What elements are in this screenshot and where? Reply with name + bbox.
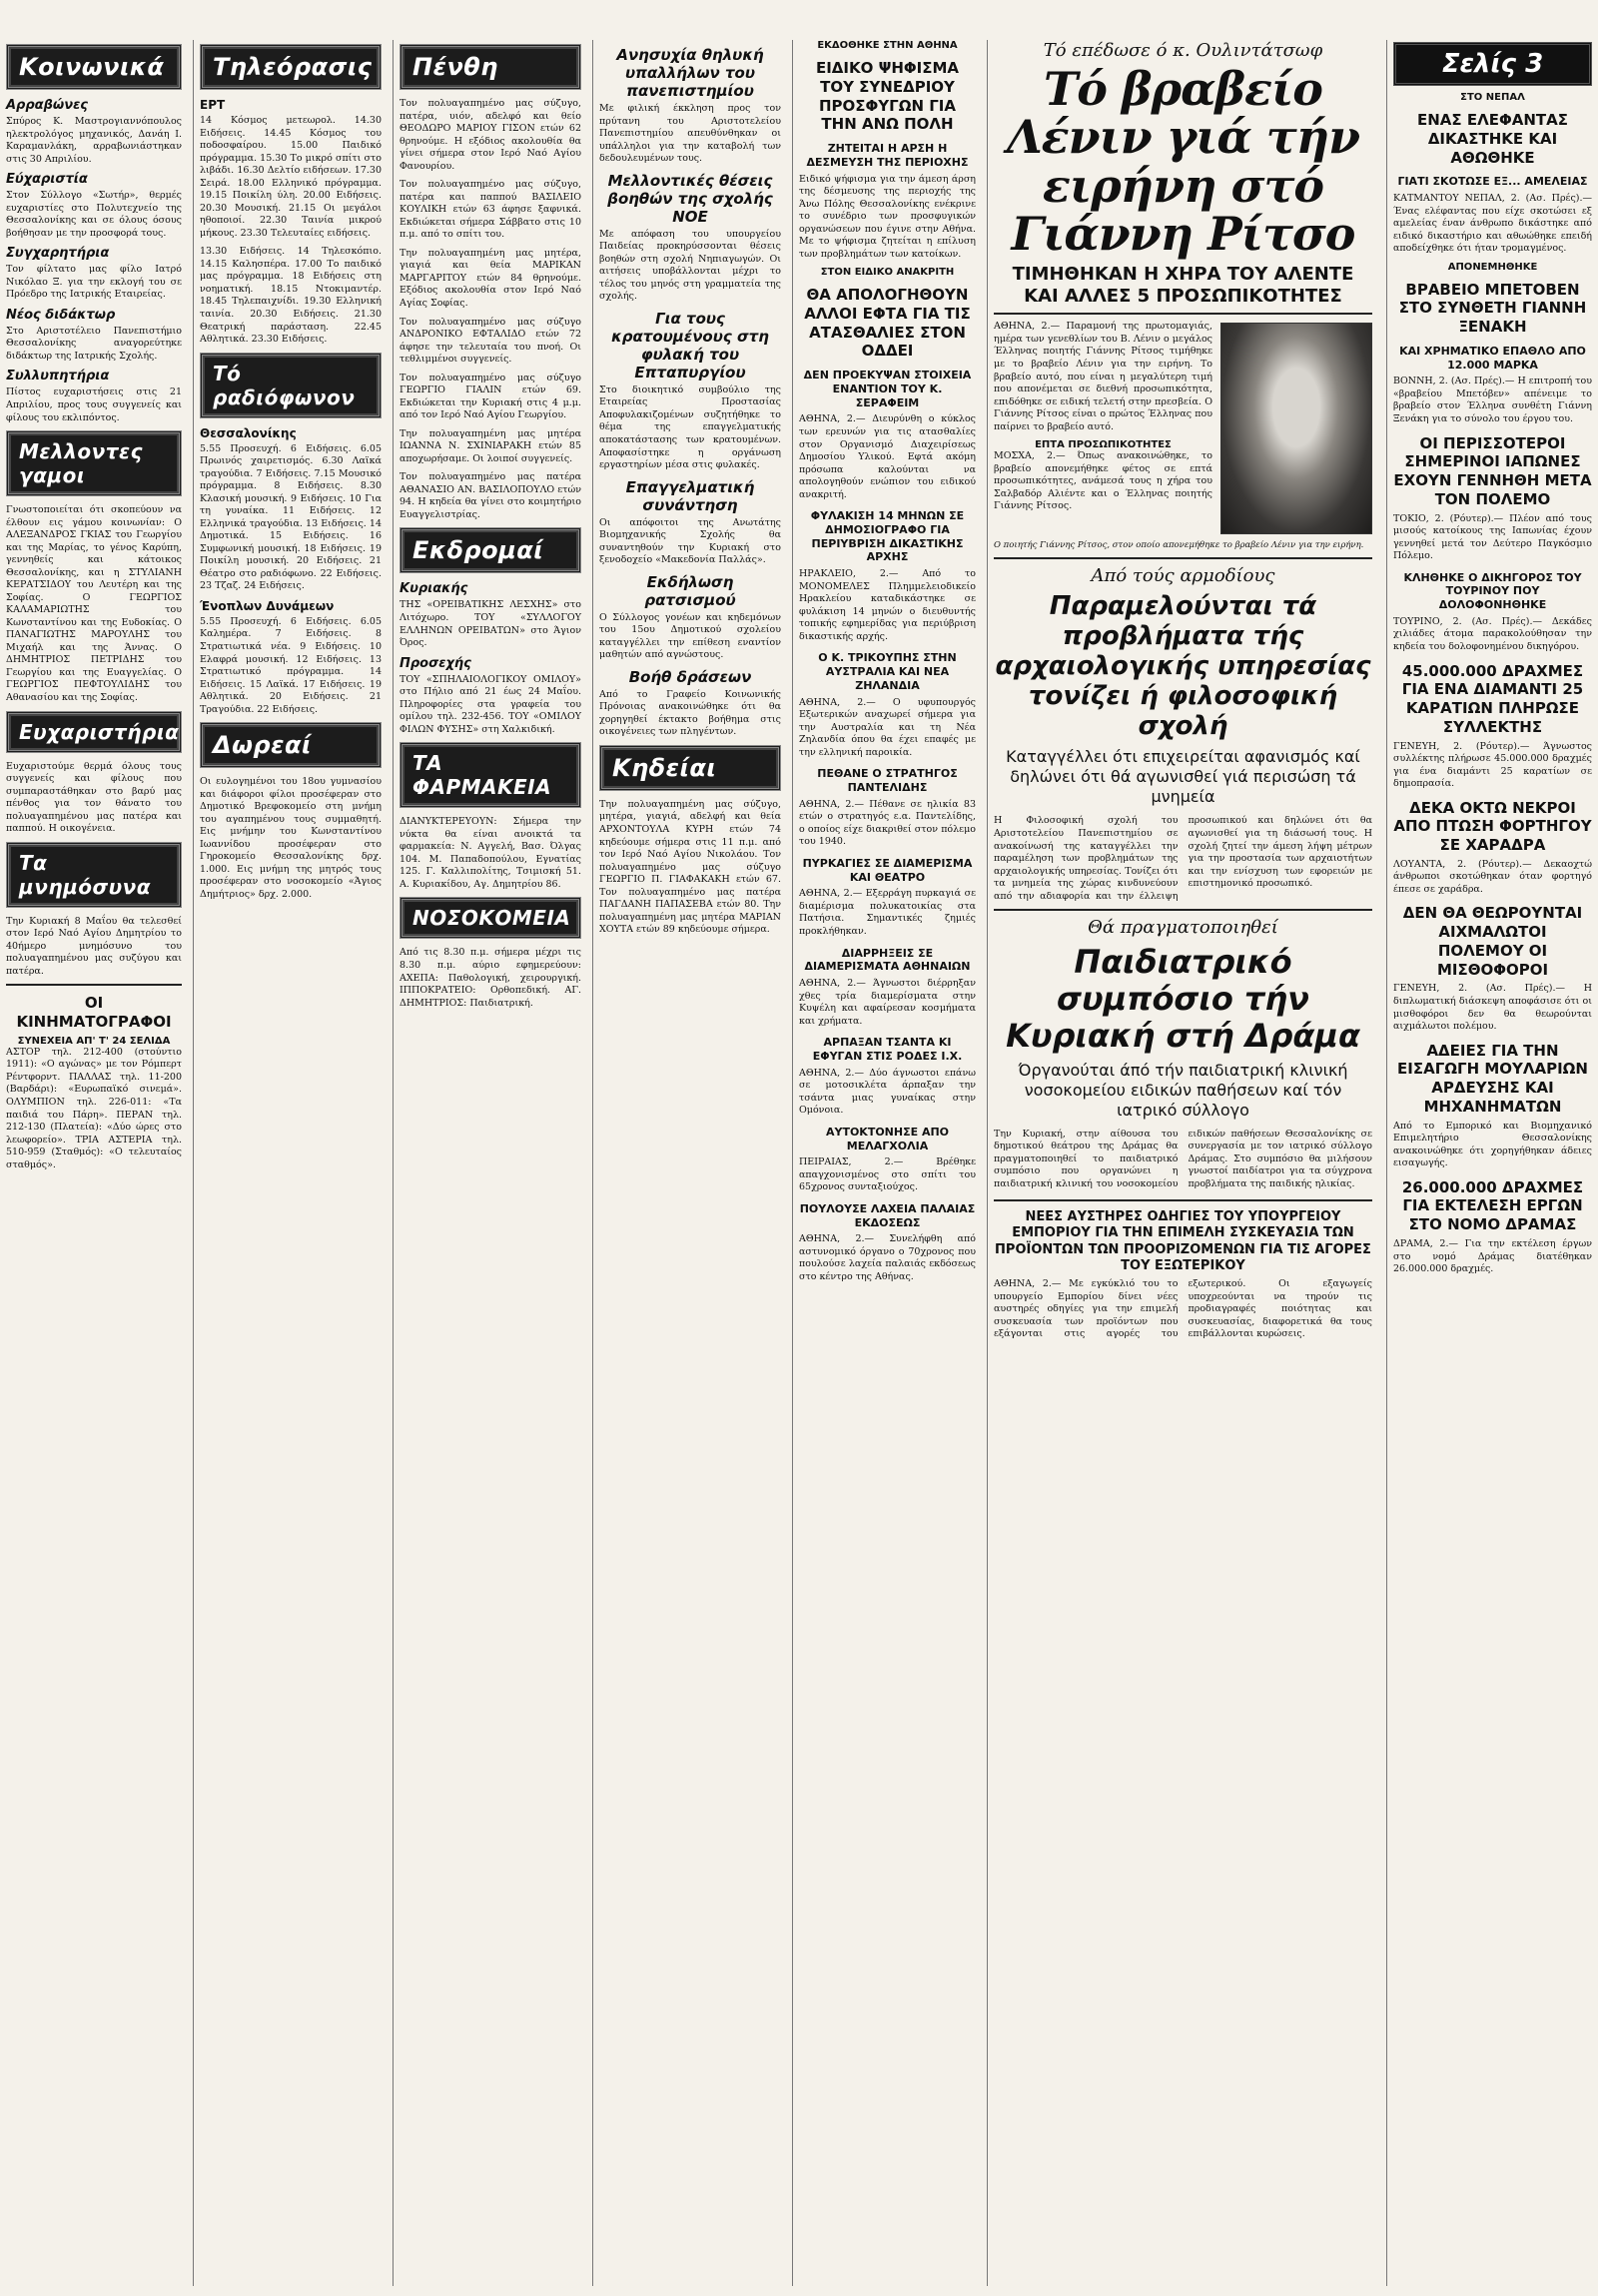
social-subhead: Συλλυπητήρια — [6, 369, 110, 384]
obituary: Τον πολυαγαπημένο μας πατέρα ΑΘΑΝΑΣΙΟ ΑΝ. ΒΑΣΙΛΟΠΟΥΛΟ ετών 94. Η κηδεία θα γίνει στο κοιμητήριο Ευαγγελιστρίας. — [400, 471, 581, 520]
divider — [994, 557, 1372, 559]
section-banner-tv: Τηλεόρασις — [200, 44, 382, 90]
donations-text: Οι ευλογημένοι του 18ου γυμνασίου και διάφοροι φίλοι προσέφεραν στο Δημοτικό Βρεφοκομείο στη μνήμη του αγαπημένου τους συμμαθητή. Εις μνήμην του Κωνσταντίνου Ιωαννίδου προσέφεραν στο Γηροκομείο Θεσσαλονίκης δρχ. 1.000. Εις μνήμη της μητρός τους προσέφεραν στο νοσοκομείο «Άγιος Δημήτριος» δρχ. 2.000. — [200, 776, 382, 900]
excursions-text: ΤΗΣ «ΟΡΕΙΒΑΤΙΚΗΣ ΛΕΣΧΗΣ» στο Λιτόχωρο. ΤΟΥ «ΣΥΛΛΟΓΟΥ ΕΛΛΗΝΩΝ ΟΡΕΙΒΑΤΩΝ» στο Άγιον Όρος. — [400, 599, 581, 649]
article-heading: ΠΕΘΑΝΕ Ο ΣΤΡΑΤΗΓΟΣ ΠΑΝΤΕΛΙΔΗΣ — [817, 767, 958, 795]
tv-channel-title: ΕΡΤ — [200, 98, 226, 112]
article-text: ΓΕΝΕΥΗ, 2. (Ρόυτερ).— Άγνωστος συλλέκτης πλήρωσε 45.000.000 δραχμές για ένα διαμάντι 25 καρατίων σε δημοπρασία. — [1393, 740, 1592, 790]
story-overline: Από τούς αρμοδίους — [1091, 565, 1275, 586]
obituary: Τον πολυαγαπημένο μας σύζυγο, πατέρα, υιόν, αδελφό και θείο ΘΕΟΔΩΡΟ ΜΑΡΙΟΥ ΓΙΣΟΝ ετών 62 θρηνούμε. Η εξόδιος ακολουθία θα γίνει σήμερα στον Ιερό Ναό Αγίου Φανουρίου. — [400, 98, 581, 172]
obituary: Την πολυαγαπημένη μας μητέρα, γιαγιά και θεία ΜΑΡΙΚΑΝ ΜΑΡΓΑΡΙΤΟΥ ετών 84 θρηνούμε. Εξόδιος ακολουθία στον Ιερό Ναό Αγίας Σοφίας. — [400, 247, 581, 309]
lead-text: ΜΟΣΧΑ, 2.— Όπως ανακοινώθηκε, το βραβείο απονεμήθηκε φέτος σε επτά προσωπικότητες, ανάμεσά τους η χήρα του Σαλβαδόρ Αλιέντε και ο Έλληνας ποιητής Γιάννης Ρίτσος. — [994, 450, 1212, 512]
article-text: ΔΡΑΜΑ, 2.— Για την εκτέλεση έργων στο νομό Δράμας διατέθηκαν 26.000.000 δραχμές. — [1393, 1237, 1592, 1275]
article-text: ΚΑΤΜΑΝΤΟΥ ΝΕΠΑΛ, 2. (Ασ. Πρές).— Ένας ελέφαντας που είχε σκοτώσει εξ αμελείας έναν άνθρωπο δικάστηκε από ειδικό δικαστήριο και αθωώθηκε επειδή αποδείχθηκε ότι ήταν τρομαγμένος. — [1393, 193, 1592, 255]
radio-schedule: 5.55 Προσευχή. 6 Ειδήσεις. 6.05 Καλημέρα. 7 Ειδήσεις. 8 Στρατιωτικά νέα. 9 Ειδήσεις. 10 Ελαφρά μουσική. 12 Ειδήσεις. 13 Στρατιωτικό πρόγραμμα. 14 Ειδήσεις. 15 Λαϊκά. 17 Ειδήσεις. 19 Αθλητικά. 20 Ειδήσεις. 21 Τραγούδια. 22 Ειδήσεις. — [200, 615, 382, 715]
obituary: Την πολυαγαπημένη μας μητέρα ΙΩΑΝΝΑ Ν. ΣΧΙΝΙΑΡΑΚΗ ετών 85 αποχωρήσαμε. Οι λοιποί συγγενείς. — [400, 427, 581, 464]
social-text: Πίστος ευχαριστήσεις στις 21 Απριλίου, προς τους συγγενείς και φίλους του εκλιπόντος. — [6, 386, 182, 423]
article-text: ΑΘΗΝΑ, 2.— Διευρύνθη ο κύκλος των ερευνών για τις ατασθαλίες στον Οργανισμό Διαχειρίσεως Δημοσίου Υλικού. Εφτά ακόμη πρόσωπα καλούνται να απολογηθούν ενώπιον του ειδικού ανακριτή. — [799, 413, 976, 500]
ritsos-portrait-photo — [1220, 323, 1372, 534]
social-item — [6, 308, 182, 364]
social-text: Σπύρος Κ. Μαστρογιαννόπουλος ηλεκτρολόγος μηχανικός, Δανάη Ι. Καραμανλάκη, αρραβωνιάστηκαν στις 30 Απριλίου. — [6, 116, 182, 165]
story-body — [994, 1129, 1372, 1194]
article-kicker: ΣΤΟΝ ΕΙΔΙΚΟ ΑΝΑΚΡΙΤΗ — [820, 267, 955, 279]
article-heading: Επαγγελματική συνάντηση — [625, 477, 755, 514]
story-subheadline: Καταγγέλλει ότι επιχειρείται αφανισμός καί δηλώνει ότι θά αγωνισθεί γιά περισώση τά μνημεία — [1006, 747, 1360, 807]
article-subheading: ΚΑΙ ΧΡΗΜΑΤΙΚΟ ΕΠΑΘΛΟ ΑΠΟ 12.000 ΜΑΡΚΑ — [1399, 344, 1586, 372]
article-text: Ο Σύλλογος γονέων και κηδεμόνων του 15ου Δημοτικού σχολείου καταγγέλλει την επίθεση εναντίον μαθητών από αγνώστους. — [599, 611, 781, 661]
page-number-logo: Σελίς 3 — [1393, 42, 1592, 86]
tv-schedule-yened: 13.30 Ειδήσεις. 14 Τηλεσκόπιο. 14.15 Καλησπέρα. 17.00 Το παιδικό μας πρόγραμμα. 18 Ειδήσεις στη νοηματική. 18.15 Ντοκιμαντέρ. 18.45 Τηλεπαιχνίδι. 19.30 Ελληνική ταινία. 20.30 Ειδήσεις. 21.30 Θεατρική παράσταση. 22.45 Αθλητικά. 23.30 Ειδήσεις. — [200, 246, 382, 346]
article-text: ΑΘΗΝΑ, 2.— Άγνωστοι διέρρηξαν χθες τρία διαμερίσματα στην Κυψέλη και αφαίρεσαν κοσμήματα και χρήματα. — [799, 978, 976, 1027]
article-heading: 45.000.000 ΔΡΑΧΜΕΣ ΓΙΑ ΕΝΑ ΔΙΑΜΑΝΤΙ 25 ΚΑΡΑΤΙΩΝ ΠΛΗΡΩΣΕ ΣΥΛΛΕΚΤΗΣ — [1401, 661, 1584, 736]
pharmacies-text: ΔΙΑΝΥΚΤΕΡΕΥΟΥΝ: Σήμερα την νύκτα θα είναι ανοικτά τα φαρμακεία: Ν. Αγγελή, Βασ. Όλγας 104. Μ. Παπαδοπούλου, Εγνατίας 125. Γ. Καλλιπολίτης, Τσιμισκή 51. Α. Κυριακίδου, Αγ. Δημητρίου 86. — [400, 816, 581, 890]
radio-station-title: Θεσσαλονίκης — [200, 425, 297, 440]
article-text: ΒΟΝΝΗ, 2. (Ασ. Πρές).— Η επιτροπή του «βραβείου Μπετόβεν» απένειμε το βραβείο στον Έλληνα συνθέτη Γιάννη Ξενάκη για το σύνολο του έργου του. — [1393, 376, 1592, 424]
column-social — [0, 40, 188, 2286]
social-subhead: Συγχαρητήρια — [6, 246, 110, 262]
section-banner-mourning: Πένθη — [400, 44, 581, 90]
radio-schedule: 5.55 Προσευχή. 6 Ειδήσεις. 6.05 Πρωινός χαιρετισμός. 6.30 Λαϊκά τραγούδια. 7 Ειδήσεις. 7.15 Μουσικό πρόγραμμα. 8 Ειδήσεις. 8.30 Κλασική μουσική. 9 Ειδήσεις. 10 Για τη γυναίκα. 11 Ειδήσεις. 12 Ελληνικά τραγούδια. 13 Ειδήσεις. 14 Δημοτικά. 15 Ειδήσεις. 16 Συμφωνική μουσική. 18 Ειδήσεις. 19 Ποικίλη μουσική. 20 Ειδήσεις. 21 Θέατρο στο ραδιόφωνο. 22 Ειδήσεις. 23 Τζαζ. 24 Ειδήσεις. — [200, 442, 382, 592]
social-text: Στον Σύλλογο «Σωτήρ», θερμές ευχαριστίες στο Πολυτεχνείο της Θεσσαλονίκης και σε όλους όσους βοήθησαν με την προσφορά τους. — [6, 190, 182, 239]
divider — [994, 909, 1372, 911]
article-text: ΤΟΥΡΙΝΟ, 2. (Ασ. Πρές).— Δεκάδες χιλιάδες άτομα παρακολούθησαν την κηδεία του δολοφονημένου δικηγόρου. — [1393, 615, 1592, 652]
social-text: Στο Αριστοτέλειο Πανεπιστήμιο Θεσσαλονίκης αναγορεύτηκε διδάκτωρ της Ιατρικής Σχολής. — [6, 325, 182, 362]
article-subheading: ΓΙΑΤΙ ΣΚΟΤΩΣΕ ΕΞ... ΑΜΕΛΕΙΑΣ — [1397, 175, 1588, 189]
tv-schedule-ert: 14 Κόσμος μετεωρολ. 14.30 Ειδήσεις. 14.45 Κόσμος του ποδοσφαίρου. 15.00 Παιδικό πρόγραμμα. 15.30 Το μικρό σπίτι στο λιβάδι. 16.30 Δελτίο ειδήσεων. 17.30 Σειρά. 18.00 Ελληνικό πρόγραμμα. 19.15 Ποικίλη ύλη. 20.00 Ειδήσεις. 20.30 Μουσική. 21.15 Οι μεγάλοι ηθοποιοί. 22.30 Ταινία μικρού μήκους. 23.30 Τελευταίες ειδήσεις. — [200, 115, 382, 239]
divider — [6, 984, 182, 986]
section-banner-radio: Τό ραδιόφωνον — [200, 353, 382, 418]
story-text: ΑΘΗΝΑ, 2.— Με εγκύκλιό του το υπουργείο Εμπορίου δίνει νέες αυστηρές οδηγίες για την επιμελή συσκευασία των προϊόντων που εξάγονται στις αγορές του εξωτερικού. Οι εξαγωγείς υποχρεούνται να τηρούν τις προδιαγραφές ποιότητας και συσκευασίας, διαφορετικά θα τους επιβάλλονται κυρώσεις. — [994, 1278, 1372, 1340]
article-heading: Ανησυχία θηλυκή υπαλλήλων του πανεπιστημίου — [616, 46, 764, 100]
funerals-text: Την πολυαγαπημένη μας σύζυγο, μητέρα, γιαγιά, αδελφή και θεία ΑΡΧΟΝΤΟΥΛΑ ΚΥΡΗ ετών 74 κηδεύουμε σήμερα στις 11 π.μ. από τον Ιερό Ναό Αγίου Νικολάου. Τον πολυαγαπημένο μας σύζυγο ΓΕΩΡΓΙΟ Π. ΓΙΑΦΑΚΑΚΗ ετών 67. Τον πολυαγαπημένο μας πατέρα ΠΑΓΔΑΝΗ ΠΑΠΑΣΕΒΑ ετών 80. Την πολυαγαπημένη μας μητέρα ΜΑΡΙΑΝ ΧΟΥΤΑ ετών 89 κηδεύουμε σήμερα. — [599, 798, 781, 936]
article-heading: ΦΥΛΑΚΙΣΗ 14 ΜΗΝΩΝ ΣΕ ΔΗΜΟΣΙΟΓΡΑΦΟ ΓΙΑ ΠΕΡΙΥΒΡΙΣΗ ΔΙΚΑΣΤΙΚΗΣ ΑΡΧΗΣ — [810, 509, 965, 564]
photo-caption: Ο ποιητής Γιάννης Ρίτσος, στον οποίο απονεμήθηκε το βραβείο Λένιν για την ειρήνη. — [994, 540, 1364, 551]
article-heading: 26.000.000 ΔΡΑΧΜΕΣ ΓΙΑ ΕΚΤΕΛΕΣΗ ΕΡΓΩΝ ΣΤΟ ΝΟΜΟ ΔΡΑΜΑΣ — [1401, 1177, 1584, 1234]
social-item — [6, 172, 182, 240]
social-subhead: Εύχαριστία — [6, 172, 88, 188]
section-banner-excursions: Εκδρομαί — [400, 527, 581, 573]
obituary: Τον πολυαγαπημένο μας σύζυγο, πατέρα και παππού ΒΑΣΙΛΕΙΟ ΚΟΥΛΙΚΗ ετών 63 άφησε ξαφνικά. Εκδιώκεται σήμερα Σάββατο στις 10 π.μ. από το σπίτι του. — [400, 179, 581, 241]
article-heading: ΕΙΔΙΚΟ ΨΗΦΙΣΜΑ ΤΟΥ ΣΥΝΕΔΡΙΟΥ ΠΡΟΣΦΥΓΩΝ ΓΙΑ ΤΗΝ ΑΝΩ ΠΟΛΗ — [815, 59, 960, 134]
article-heading: ΑΡΠΑΞΑΝ ΤΣΑΝΤΑ ΚΙ ΕΦΥΓΑΝ ΣΤΙΣ ΡΟΔΕΣ Ι.Χ. — [812, 1036, 963, 1063]
article-text: ΑΘΗΝΑ, 2.— Συνελήφθη από αστυνομικό όργανο ο 70χρονος που πουλούσε λαχεία παλαιάς εκδόσεως στο κέντρο της Αθήνας. — [799, 1233, 976, 1282]
article-text: ΗΡΑΚΛΕΙΟ, 2.— Από το ΜΟΝΟΜΕΛΕΣ Πλημμελειοδικείο Ηρακλείου καταδικάστηκε σε φυλάκιση 14 μηνών ο διευθυντής τοπικής εφημερίδας για περιύβριση δικαστικής αρχής. — [799, 568, 976, 642]
article-text: ΑΘΗΝΑ, 2.— Δύο άγνωστοι επάνω σε μοτοσικλέτα άρπαξαν την τσάντα μιας γυναίκας στην Ομόνοια. — [799, 1067, 976, 1117]
article-kicker: ΣΤΟ ΝΕΠΑΛ — [1460, 92, 1525, 103]
article-text: ΑΘΗΝΑ, 2.— Εξερράγη πυρκαγιά σε διαμέρισμα πολυκατοικίας στα Πατήσια. Σημαντικές ζημιές προκλήθηκαν. — [799, 888, 976, 937]
story-headline: Παραμελούνται τά προβλήματα τής αρχαιολογικής υπηρεσίας τονίζει ή φιλοσοφική σχολή — [995, 591, 1371, 741]
thanks-text: Ευχαριστούμε θερμά όλους τους συγγενείς και φίλους που συμπαραστάθηκαν στο βαρύ μας πένθος για τον θάνατο του πολυαγαπημένου μας πατέρα και παππού. Η οικογένεια. — [6, 760, 182, 835]
social-subhead: Νέος διδάκτωρ — [6, 307, 116, 323]
section-banner-memorials: Τα μνημόσυνα — [6, 842, 182, 908]
column-world-briefs — [1386, 40, 1598, 2286]
article-heading: ΑΥΤΟΚΤΟΝΗΣΕ ΑΠΟ ΜΕΛΑΓΧΟΛΙΑ — [825, 1125, 950, 1152]
article-heading: ΠΟΥΛΟΥΣΕ ΛΑΧΕΙΑ ΠΑΛΑΙΑΣ ΕΚΔΟΣΕΩΣ — [799, 1201, 976, 1229]
lead-overline: Τό επέδωσε ό κ. Ουλιντάτσωφ — [1043, 40, 1323, 61]
story-headline: Παιδιατρικό συμπόσιο τήν Κυριακή στή Δράμα — [1006, 943, 1360, 1055]
obituary: Τον πολυαγαπημένο μας σύζυγο ΑΝΔΡΟΝΙΚΟ ΕΦΤΑΛΙΔΟ ετών 72 άφησε την τελευταία του πνοή. Οι τεθλιμμένοι συγγενείς. — [400, 316, 581, 366]
article-heading: Ο Κ. ΤΡΙΚΟΥΠΗΣ ΣΤΗΝ ΑΥΣΤΡΑΛΙΑ ΚΑΙ ΝΕΑ ΖΗΛΑΝΔΙΑ — [818, 651, 957, 692]
section-banner-thanks: Ευχαριστήρια — [6, 711, 182, 753]
social-text: Τον φίλτατο μας φίλο Ιατρό Νικόλαο Ξ. για την εκλογή του σε Πρόεδρο της Ιατρικής Εταιρείας. — [6, 264, 182, 301]
divider — [994, 313, 1372, 315]
section-banner-donations: Δωρεαί — [200, 722, 382, 768]
lead-text: ΑΘΗΝΑ, 2.— Παραμονή της πρωτομαγιάς, ημέρα των γενεθλίων του Β. Λένιν ο μεγάλος Έλληνας ποιητής Γιάννης Ρίτσος τιμήθηκε με το βραβείο Λένιν για την ειρήνη. Το βραβείο αυτό, που είναι η μεγαλύτερη τιμή που απονέμεται σε διεθνή προσωπικότητα, επιδόθηκε σε ειδική τελετή στην πρεσβεία. Ο Γιάννης Ρίτσος είναι ο πρώτος Έλληνας που παίρνει το βραβείο αυτό. — [994, 321, 1212, 432]
column-main-stories — [987, 40, 1378, 2286]
article-heading: ΘΑ ΑΠΟΛΟΓΗΘΟΥΝ ΑΛΛΟΙ ΕΦΤΑ ΓΙΑ ΤΙΣ ΑΤΑΣΘΑΛΙΕΣ ΣΤΟΝ ΟΔΔΕΙ — [804, 286, 971, 361]
article-text: ΤΟΚΙΟ, 2. (Ρόυτερ).— Πλέον από τους μισούς κατοίκους της Ιαπωνίας έχουν γεννηθεί μετά τον Δεύτερο Παγκόσμιο Πόλεμο. — [1393, 512, 1592, 562]
section-banner-funerals: Κηδείαι — [599, 745, 781, 791]
column-briefs — [792, 40, 982, 2286]
article-kicker: ΕΠΤΑ ΠΡΟΣΩΠΙΚΟΤΗΤΕΣ — [1035, 439, 1172, 451]
article-kicker: ΕΚΔΟΘΗΚΕ ΣΤΗΝ ΑΘΗΝΑ — [817, 40, 958, 51]
story-headline: ΝΕΕΣ ΑΥΣΤΗΡΕΣ ΟΔΗΓΙΕΣ ΤΟΥ ΥΠΟΥΡΓΕΙΟΥ ΕΜΠΟΡΙΟΥ ΓΙΑ ΤΗΝ ΕΠΙΜΕΛΗ ΣΥΣΚΕΥΑΣΙΑ ΤΩΝ ΠΡΟΪΟΝΤΩΝ ΤΩΝ ΠΡΟΟΡΙΖΟΜΕΝΩΝ ΓΙΑ ΤΙΣ ΑΓΟΡΕΣ ΤΟΥ ΕΞΩΤΕΡΙΚΟΥ — [995, 1209, 1371, 1273]
article-heading: ΕΝΑΣ ΕΛΕΦΑΝΤΑΣ ΔΙΚΑΣΤΗΚΕ ΚΑΙ ΑΘΩΘΗΚΕ — [1417, 111, 1568, 167]
article-text: ΑΘΗΝΑ, 2.— Πέθανε σε ηλικία 83 ετών ο στρατηγός ε.α. Παντελίδης, ο οποίος είχε διακριθεί στον πόλεμο του 1940. — [799, 798, 976, 848]
excursions-text: ΤΟΥ «ΣΠΗΛΑΙΟΛΟΓΙΚΟΥ ΟΜΙΛΟΥ» στο Πήλιο από 21 έως 24 Μαΐου. Πληροφορίες στα γραφεία του ομίλου τηλ. 232-456. ΤΟΥ «ΟΜΙΛΟΥ ΦΙΛΩΝ ΦΥΣΗΣ» στη Χαλκιδική. — [400, 673, 581, 735]
section-banner-weddings: Μελλοντες γαμοι — [6, 430, 182, 496]
article-heading: ΟΙ ΠΕΡΙΣΣΟΤΕΡΟΙ ΣΗΜΕΡΙΝΟΙ ΙΑΠΩΝΕΣ ΕΧΟΥΝ ΓΕΝΝΗΘΗ ΜΕΤΑ ΤΟΝ ΠΟΛΕΜΟ — [1393, 433, 1592, 508]
article-text: Από το Εμπορικό και Βιομηχανικό Επιμελητήριο Θεσσαλονίκης ανακοινώθηκε ότι χορηγήθηκαν άδειες εισαγωγής. — [1393, 1120, 1592, 1169]
story-text: Την Κυριακή, στην αίθουσα του δημοτικού θεάτρου της Δράμας θα πραγματοποιηθεί το παιδιατρικό συμπόσιο που οργανώνει η παιδιατρική κλινική του νοσοκομείου ειδικών παθήσεων Θεσσαλονίκης σε συνεργασία με τον ιατρικό σύλλογο Δράμας. Στο συμπόσιο θα μιλήσουν γνωστοί παιδίατροι για τα σύγχρονα προβλήματα της παιδικής ηλικίας. — [994, 1128, 1372, 1189]
article-subheading: ΖΗΤΕΙΤΑΙ Η ΑΡΣΗ Η ΔΕΣΜΕΥΣΗ ΤΗΣ ΠΕΡΙΟΧΗΣ — [806, 142, 969, 169]
article-text: Από το Γραφείο Κοινωνικής Πρόνοιας ανακοινώθηκε ότι θα χορηγηθεί έκτακτο βοήθημα στις οικογένειες των πληγέντων. — [599, 688, 781, 738]
article-heading: Μελλοντικές θέσεις βοηθών της σχολής ΝΟΕ — [607, 171, 773, 226]
article-heading: ΔΙΑΡΡΗΞΕΙΣ ΣΕ ΔΙΑΜΕΡΙΣΜΑΤΑ ΑΘΗΝΑΙΩΝ — [804, 946, 971, 974]
story-body — [994, 815, 1372, 903]
article-heading: ΚΛΗΘΗΚΕ Ο ΔΙΚΗΓΟΡΟΣ ΤΟΥ ΤΟΥΡΙΝΟΥ ΠΟΥ ΔΟΛΟΦΟΝΗΘΗΚΕ — [1403, 570, 1582, 612]
social-subhead: Αρραβώνες — [6, 98, 89, 113]
article-text: Με φιλική έκκληση προς τον πρύτανη του Αριστοτελείου Πανεπιστημίου απευθύνθηκαν οι υπάλληλοι για την καταβολή των δεδουλευμένων τους. — [599, 103, 781, 165]
article-text: Με απόφαση του υπουργείου Παιδείας προκηρύσσονται θέσεις βοηθών στη σχολή Νηπιαγωγών. Οι αιτήσεις υποβάλλονται μέχρι το τέλος του μηνός στη γραμματεία της σχολής. — [599, 228, 781, 303]
obituary: Τον πολυαγαπημένο μας σύζυγο ΓΕΩΡΓΙΟ ΓΙΑΛΙΝ ετών 69. Εκδιώκεται την Κυριακή στις 4 μ.μ. από τον Ιερό Ναό Αγίου Γεωργίου. — [400, 372, 581, 421]
article-subheading: ΔΕΝ ΠΡΟΕΚΥΨΑΝ ΣΤΟΙΧΕΙΑ ΕΝΑΝΤΙΟΝ ΤΟΥ Κ. ΣΕΡΑΦΕΙΜ — [803, 369, 972, 409]
weddings-text: Γνωστοποιείται ότι σκοπεύουν να έλθουν εις γάμου κοινωνίαν: Ο ΑΛΕΞΑΝΔΡΟΣ ΓΚΙΑΣ του Γεωργίου και της Μαρίας, το γένος Καρύπη, γεννηθείς και κάτοικος Θεσσαλονίκης, και η ΣΤΥΛΙΑΝΗ ΚΕΡΑΤΣΙΔΟΥ του Λευτέρη και της Σοφίας. Ο ΓΕΩΡΓΙΟΣ ΚΑΛΑΜΑΡΙΩΤΗΣ του Κωνσταντίνου και της Ευδοκίας. Ο ΠΑΝΑΓΙΩΤΗΣ ΜΑΡΟΥΛΗΣ του Μιχαήλ και της Άννας. Ο ΔΗΜΗΤΡΙΟΣ ΠΕΤΡΙΔΗΣ του Γεωργίου και της Ευαγγελίας. Ο ΓΕΩΡΓΙΟΣ ΠΕΦΤΟΥΛΙΔΗΣ του Αθανασίου και της Σοφίας. — [6, 504, 182, 703]
article-heading: Εκδήλωση ρατσισμού — [644, 572, 736, 609]
lead-headline: Τό βραβείο Λένιν γιά τήν ειρήνη στό Γιάννη Ρίτσο — [1006, 62, 1360, 261]
memorials-text: Την Κυριακή 8 Μαΐου θα τελεσθεί στον Ιερό Ναό Αγίου Δημητρίου το 40ήμερο μνημόσυνο του πολυαγαπημένου μας συζύγου και πατέρα. — [6, 915, 182, 977]
article-text: ΛΟΥΑΝΤΑ, 2. (Ρόυτερ).— Δεκαοχτώ άνθρωποι σκοτώθηκαν όταν φορτηγό έπεσε σε χαράδρα. — [1393, 858, 1592, 895]
article-heading: ΒΡΑΒΕΙΟ ΜΠΕΤΟΒΕΝ ΣΤΟ ΣΥΝΘΕΤΗ ΓΙΑΝΝΗ ΞΕΝΑΚΗ — [1398, 280, 1587, 337]
cinema-text: ΑΣΤΟΡ τηλ. 212-400 (στούντιο 1911): «Ο αγώνας» με τον Ρόμπερτ Ρέντφορντ. ΠΑΛΛΑΣ τηλ. 11-200 (Βαρδάρι): «Ευρωπαϊκό σινεμά». ΟΛΥΜΠΙΟΝ τηλ. 226-011: «Τα παιδιά του Πάρη». ΠΕΡΑΝ τηλ. 212-130 (Πλατεία): «Δύο ώρες στο λεωφορείο». ΤΡΙΑ ΑΣΤΕΡΙΑ τηλ. 510-959 (Σταθμός): «Ο τελευταίος σταθμός». — [6, 1046, 182, 1170]
social-item — [6, 98, 182, 166]
column-tv-radio — [193, 40, 388, 2286]
article-heading: Για τους κρατουμένους στη φυλακή του Επταπυργίου — [611, 309, 769, 382]
excursions-subhead: Προσεχής — [400, 655, 471, 671]
excursions-subhead: Κυριακής — [400, 581, 468, 597]
article-text: ΠΕΙΡΑΙΑΣ, 2.— Βρέθηκε απαγχονισμένος στο σπίτι του 65χρονος συνταξιούχος. — [799, 1156, 976, 1193]
social-item — [6, 369, 182, 424]
cinema-heading: ΟΙ ΚΙΝΗΜΑΤΟΓΡΑΦΟΙ — [16, 994, 172, 1032]
social-item — [6, 246, 182, 302]
article-text: ΑΘΗΝΑ, 2.— Ο υφυπουργός Εξωτερικών αναχωρεί σήμερα για την Αυστραλία και τη Νέα Ζηλανδία όπου θα έχει επαφές με την ελληνική παροικία. — [799, 696, 976, 758]
article-heading: ΑΔΕΙΕΣ ΓΙΑ ΤΗΝ ΕΙΣΑΓΩΓΗ ΜΟΥΛΑΡΙΩΝ ΑΡΔΕΥΣΗΣ ΚΑΙ ΜΗΧΑΝΗΜΑΤΩΝ — [1397, 1041, 1588, 1116]
article-text: Στο διοικητικό συμβούλιο της Εταιρείας Προστασίας Αποφυλακιζομένων συζητήθηκε το θέμα της επαγγελματικής αποκατάστασης των κρατουμένων. Αποφασίστηκε η οργάνωση εργαστηρίων μέσα στις φυλακές. — [599, 383, 781, 471]
lead-subheadline: ΤΙΜΗΘΗΚΑΝ Η ΧΗΡΑ ΤΟΥ ΑΛΕΝΤΕ ΚΑΙ ΑΛΛΕΣ 5 ΠΡΟΣΩΠΙΚΟΤΗΤΕΣ — [1012, 264, 1354, 307]
article-heading: Βοήθ δράσεων — [628, 667, 752, 686]
story-overline: Θά πραγματοποιηθεί — [1088, 917, 1278, 939]
story-body — [994, 1278, 1372, 1344]
article-heading: ΔΕΝ ΘΑ ΘΕΩΡΟΥΝΤΑΙ ΑΙΧΜΑΛΩΤΟΙ ΠΟΛΕΜΟΥ ΟΙ ΜΙΣΘΟΦΟΡΟΙ — [1402, 904, 1583, 979]
article-text: Ειδικό ψήφισμα για την άμεση άρση της δέσμευσης της περιοχής της Άνω Πόλης Θεσσαλονίκης ενέκρινε το συνέδριο των προσφυγικών οργανώσεων που έγινε στην Αθήνα. Με το ψήφισμα ζητείται η επίλυση των προβλημάτων των κατοίκων. — [799, 173, 976, 260]
article-text: Οι απόφοιτοι της Ανωτάτης Βιομηχανικής Σχολής θα συναντηθούν την Κυριακή στο ξενοδοχείο «Μακεδονία Παλλάς». — [599, 516, 781, 566]
article-kicker: ΑΠΟΝΕΜΗΘΗΚΕ — [1447, 261, 1538, 273]
lead-story — [994, 321, 1372, 551]
radio-station-title: Ένοπλων Δυνάμεων — [200, 598, 335, 613]
section-banner-pharmacies: ΤΑ ΦΑΡΜΑΚΕΙΑ — [400, 742, 581, 808]
column-mourning — [393, 40, 587, 2286]
section-banner-hospitals: ΝΟΣΟΚΟΜΕΙΑ — [400, 897, 581, 939]
hospitals-text: Από τις 8.30 π.μ. σήμερα μέχρι τις 8.30 π.μ. αύριο εφημερεύουν: ΑΧΕΠΑ: Παθολογική, χειρουργική. ΙΠΠΟΚΡΑΤΕΙΟ: Ορθοπεδική. ΑΓ. ΔΗΜΗΤΡΙΟΣ: Παιδιατρική. — [400, 947, 581, 1009]
story-text: Η Φιλοσοφική σχολή του Αριστοτελείου Πανεπιστημίου σε ανακοίνωσή της καταγγέλλει την παραμέληση των προβλημάτων της αρχαιολογικής υπηρεσίας. Τονίζει ότι τα μνημεία της χώρας κινδυνεύουν από την αδιαφορία και την έλλειψη προσωπικού και δηλώνει ότι θα αγωνισθεί για τη διάσωσή τους. Η σχολή ζητεί την άμεση λήψη μέτρων για την προστασία των αρχαιοτήτων και την ενίσχυση των εφορειών με επιστημονικό προσωπικό. — [994, 815, 1372, 902]
article-heading: ΠΥΡΚΑΓΙΕΣ ΣΕ ΔΙΑΜΕΡΙΣΜΑ ΚΑΙ ΘΕΑΤΡΟ — [802, 856, 973, 884]
story-subheadline: Όργανούται άπό τήν παιδιατρική κλινική νοσοκομείου ειδικών παθήσεων καί τόν ιατρικό σύλλογο — [1018, 1060, 1348, 1120]
divider — [994, 1199, 1372, 1201]
section-banner-social: Κοινωνικά — [6, 44, 182, 90]
column-local-news — [592, 40, 787, 2286]
article-text: ΓΕΝΕΥΗ, 2. (Ασ. Πρές).— Η διπλωματική διάσκεψη αποφάσισε ότι οι μισθοφόροι δεν θα θεωρούνται αιχμάλωτοι πολέμου. — [1393, 983, 1592, 1033]
cinema-subheading: ΣΥΝΕΧΕΙΑ ΑΠ' Τ' 24 ΣΕΛΙΔΑ — [17, 1035, 171, 1047]
article-heading: ΔΕΚΑ ΟΚΤΩ ΝΕΚΡΟΙ ΑΠΟ ΠΤΩΣΗ ΦΟΡΤΗΓΟΥ ΣΕ ΧΑΡΑΔΡΑ — [1393, 798, 1592, 855]
